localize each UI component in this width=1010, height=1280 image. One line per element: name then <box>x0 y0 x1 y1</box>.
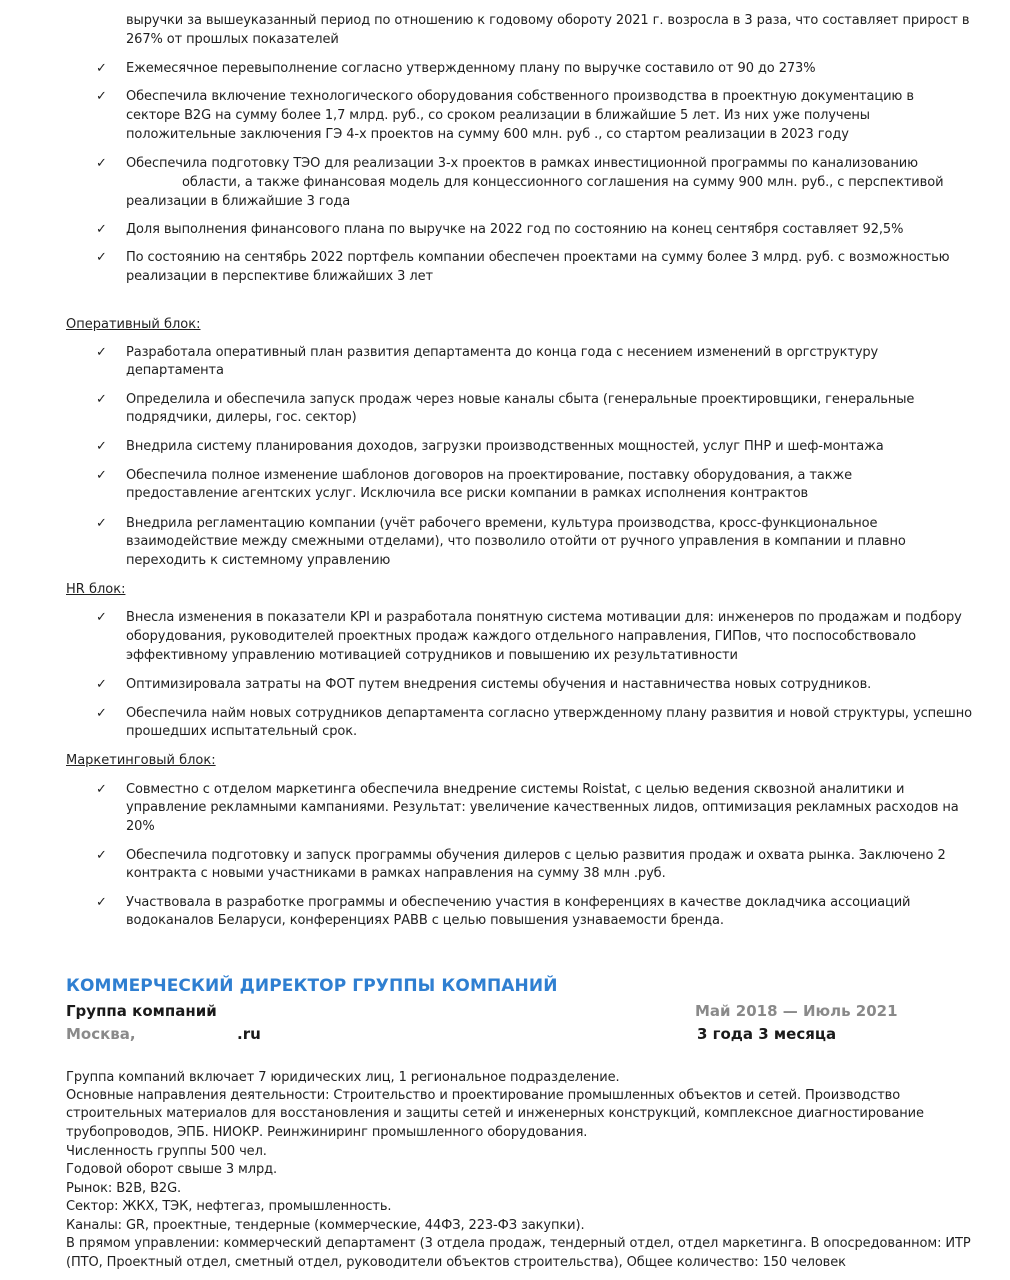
bullet-line: Оптимизировала затраты на ФОТ путем внедрения системы обучения и наставничества новых сотрудников. <box>126 677 872 692</box>
bullet-line: подрядчики, дилеры, гос. сектор) <box>126 410 357 425</box>
bullet-line: Внедрила систему планирования доходов, загрузки производственных мощностей, услуг ПНР и шеф-монтажа <box>126 439 884 454</box>
checkmark-icon: ✓ <box>96 895 107 910</box>
bullet-line: Внедрила регламентацию компании (учёт рабочего времени, культура производства, кросс-функциональное <box>126 516 878 531</box>
bullet-line: Ежемесячное перевыполнение согласно утвержденному плану по выручке составило от 90 до 273% <box>126 61 816 76</box>
description-line: Каналы: GR, проектные, тендерные (коммерческие, 44ФЗ, 223-ФЗ закупки). <box>66 1218 585 1233</box>
bullet-line: положительные заключения ГЭ 4-х проектов на сумму 600 млн. руб ., со стартом реализации в 2023 году <box>126 127 849 142</box>
bullet-line: Обеспечила найм новых сотрудников департамента согласно утвержденному плану развития и новой структуры, успешно <box>126 706 972 721</box>
bullet-line: контракта с новыми участниками в рамках направления на сумму 38 млн .руб. <box>126 866 666 881</box>
bullet-line: реализации в ближайшие 3 года <box>126 194 351 209</box>
bullet-line: переходить к системному управлению <box>126 553 391 568</box>
description-line: трубопроводов, ЭПБ. НИОКР. Реинжиниринг промышленного оборудования. <box>66 1125 588 1140</box>
bullet-line: взаимодействие между смежными отделами), что позволило отойти от ручного управления в компании и плавно <box>126 534 906 549</box>
bullet-line: Доля выполнения финансового плана по выручке на 2022 год по состоянию на конец сентября составляет 92,5% <box>126 222 904 237</box>
checkmark-icon: ✓ <box>96 468 107 483</box>
company-city: Москва, <box>66 1025 136 1043</box>
bullet-line: управление рекламными кампаниями. Результат: увеличение качественных лидов, оптимизация рекламных расходов на <box>126 800 959 815</box>
bullet-line: департамента <box>126 363 224 378</box>
company-name: Группа компаний <box>66 1002 217 1020</box>
company-site: .ru <box>237 1025 261 1043</box>
checkmark-icon: ✓ <box>96 61 107 76</box>
bullet-line: эффективному управлению мотивацией сотрудников и повышению их результативности <box>126 648 738 663</box>
checkmark-icon: ✓ <box>96 439 107 454</box>
job-title: КОММЕРЧЕСКИЙ ДИРЕКТОР ГРУППЫ КОМПАНИЙ <box>66 976 558 996</box>
checkmark-icon: ✓ <box>96 156 107 171</box>
section-title: Оперативный блок: <box>66 317 201 332</box>
bullet-line: оборудования, руководителей проектных продаж каждого отдельного направления, ГИПов, что поспособствовало <box>126 629 917 644</box>
description-line: строительных материалов для восстановления и защиты сетей и инженерных конструкций, комплексное диагностирование <box>66 1106 924 1121</box>
intro-line: выручки за вышеуказанный период по отношению к годовому обороту 2021 г. возросла в 3 раза, что составляет прирост в <box>126 13 970 28</box>
checkmark-icon: ✓ <box>96 706 107 721</box>
bullet-line: Внесла изменения в показатели KPI и разработала понятную система мотивации для: инженеров по продажам и подбору <box>126 610 962 625</box>
checkmark-icon: ✓ <box>96 782 107 797</box>
checkmark-icon: ✓ <box>96 848 107 863</box>
checkmark-icon: ✓ <box>96 610 107 625</box>
description-line: (ПТО, Проектный отдел, сметный отдел, руководители объектов строительства), Общее количество: 150 человек <box>66 1255 846 1270</box>
bullet-line: предоставление агентских услуг. Исключила все риски компании в рамках исполнения контрактов <box>126 486 809 501</box>
bullet-line: Определила и обеспечила запуск продаж через новые каналы сбыта (генеральные проектировщики, генеральные <box>126 392 915 407</box>
bullet-line: области, а также финансовая модель для концессионного соглашения на сумму 900 млн. руб., с перспективой <box>182 175 944 190</box>
bullet-line: Обеспечила полное изменение шаблонов договоров на проектирование, поставку оборудования, а также <box>126 468 853 483</box>
bullet-line: Обеспечила подготовку и запуск программы обучения дилеров с целью развития продаж и охвата рынка. Заключено 2 <box>126 848 946 863</box>
bullet-line: По состоянию на сентябрь 2022 портфель компании обеспечен проектами на сумму более 3 млрд. руб. с возможностью <box>126 250 950 265</box>
bullet-line: Обеспечила включение технологического оборудования собственного производства в проектную документацию в <box>126 89 914 104</box>
section-title: Маркетинговый блок: <box>66 753 216 768</box>
bullet-line: прошедших испытательный срок. <box>126 724 357 739</box>
intro-line: 267% от прошлых показателей <box>126 32 339 47</box>
checkmark-icon: ✓ <box>96 222 107 237</box>
employment-dates: Май 2018 — Июль 2021 <box>695 1002 898 1020</box>
description-line: Численность группы 500 чел. <box>66 1144 267 1159</box>
checkmark-icon: ✓ <box>96 516 107 531</box>
bullet-line: секторе B2G на сумму более 1,7 млрд. руб., со сроком реализации в ближайшие 5 лет. Из них уже получены <box>126 108 870 123</box>
checkmark-icon: ✓ <box>96 392 107 407</box>
checkmark-icon: ✓ <box>96 89 107 104</box>
description-line: Основные направления деятельности: Строительство и проектирование промышленных объектов и сетей. Производство <box>66 1088 901 1103</box>
checkmark-icon: ✓ <box>96 345 107 360</box>
employment-duration: 3 года 3 месяца <box>697 1025 837 1043</box>
bullet-line: 20% <box>126 819 155 834</box>
checkmark-icon: ✓ <box>96 677 107 692</box>
bullet-line: водоканалов Беларуси, конференциях РАВВ с целью повышения узнаваемости бренда. <box>126 913 724 928</box>
description-line: В прямом управлении: коммерческий департамент (3 отдела продаж, тендерный отдел, отдел маркетинга. В опосредованном: ИТР <box>66 1236 971 1251</box>
bullet-line: Разработала оперативный план развития департамента до конца года с несением изменений в оргструктуру <box>126 345 879 360</box>
bullet-line: Совместно с отделом маркетинга обеспечила внедрение системы Roistat, с целью ведения сквозной аналитики и <box>126 782 905 797</box>
description-line: Годовой оборот свыше 3 млрд. <box>66 1162 278 1177</box>
description-line: Рынок: B2B, B2G. <box>66 1181 182 1196</box>
bullet-line: Участвовала в разработке программы и обеспечению участия в конференциях в качестве докладчика ассоциаций <box>126 895 911 910</box>
bullet-line: реализации в перспективе ближайших 3 лет <box>126 269 433 284</box>
description-line: Группа компаний включает 7 юридических лиц, 1 региональное подразделение. <box>66 1070 620 1085</box>
bullet-line: Обеспечила подготовку ТЭО для реализации 3-х проектов в рамках инвестиционной программы по канализованию <box>126 156 918 171</box>
section-title: HR блок: <box>66 582 126 597</box>
description-line: Сектор: ЖКХ, ТЭК, нефтегаз, промышленность. <box>66 1199 392 1214</box>
checkmark-icon: ✓ <box>96 250 107 265</box>
